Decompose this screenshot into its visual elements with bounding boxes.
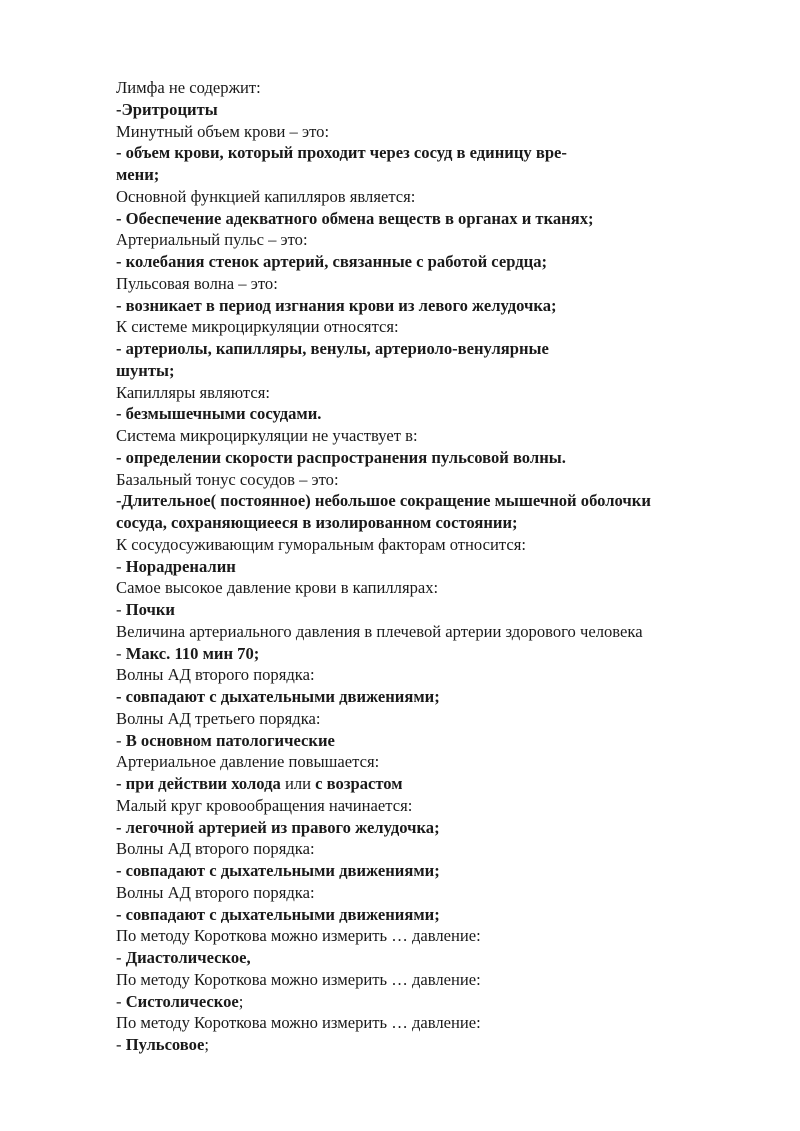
answer-19 [116,947,756,969]
question-21: По методу Короткова можно измерить … давление: [116,1013,481,1033]
answer-7: - безмышечными сосудами. [116,404,322,424]
answer-20-text: Систолическое [125,991,239,1011]
answer-10-prefix: - [116,556,126,576]
question-16: Малый круг кровообращения начинается: [116,795,413,815]
answer-21 [116,1034,756,1056]
answer-11 [116,599,756,621]
answer-8: - определении скорости распространения пульсовой волны. [116,447,566,467]
answer-15-part-2: с возрастом [315,774,403,793]
answer-9-line-2: сосуда, сохраняющиееся в изолированном состоянии; [116,513,518,532]
document-page [116,77,756,1056]
answer-10-text: Норадреналин [125,556,236,576]
answer-21-suffix: ; [204,1035,209,1054]
answer-10 [116,556,756,578]
question-1: Лимфа не содержит: [116,78,261,97]
answer-19-text: Диастолическое, [125,948,251,967]
answer-15-connector: или [280,774,316,793]
question-12: Величина артериального давления в плечевой артерии здорового человека [116,621,643,641]
question-6: К системе микроциркуляции относятся: [116,317,399,337]
answer-20-suffix: ; [238,991,244,1011]
question-8: Система микроциркуляции не участвует в: [116,426,418,445]
question-11: Самое высокое давление крови в капиллярах: [116,578,439,598]
answer-12-prefix: - [116,643,126,663]
answer-12-text: Макс. 110 мин 70; [125,643,260,663]
answer-21-prefix: - [116,1035,126,1054]
question-17: Волны АД второго порядка: [116,839,315,859]
answer-2-line-1: - объем крови, который проходит через сосуд в единицу вре- [116,143,567,163]
answer-16: - легочной артерией из правого желудочка; [116,817,440,837]
answer-2-line-2: мени; [116,165,160,184]
answer-20-prefix: - [116,991,126,1011]
answer-9-line-1: -Длительное( постоянное) небольшое сокращение мышечной оболочки [116,491,651,511]
answer-14-prefix: - [116,730,126,750]
answer-21-text: Пульсовое [125,1035,205,1054]
question-4: Артериальный пульс – это: [116,230,308,250]
answer-11-text: Почки [125,600,175,619]
question-9: Базальный тонус сосудов – это: [116,469,339,489]
answer-14 [116,730,756,752]
question-15: Артериальное давление повышается: [116,752,380,772]
answer-4: - колебания стенок артерий, связанные с работой сердца; [116,252,548,271]
question-19: По методу Короткова можно измерить … давление: [116,926,481,946]
question-13: Волны АД второго порядка: [116,665,315,685]
question-5: Пульсовая волна – это: [116,273,278,293]
answer-15-part-1: - при действии холода [116,774,281,793]
answer-19-prefix: - [116,948,126,967]
answer-5: - возникает в период изгнания крови из левого желудочка; [116,295,557,315]
answer-20 [116,991,756,1013]
question-3: Основной функцией капилляров является: [116,186,416,206]
answer-18: - совпадают с дыхательными движениями; [116,904,440,924]
question-7: Капилляры являются: [116,382,270,402]
question-18: Волны АД второго порядка: [116,882,315,902]
answer-1: -Эритроциты [116,99,218,119]
question-2: Минутный объем крови – это: [116,121,330,141]
answer-12 [116,643,756,665]
answer-17: - совпадают с дыхательными движениями; [116,861,440,880]
question-14: Волны АД третьего порядка: [116,708,321,728]
question-20: По методу Короткова можно измерить … давление: [116,969,481,989]
answer-3: - Обеспечение адекватного обмена веществ в органах и тканях; [116,208,594,228]
answer-15 [116,773,756,795]
answer-11-prefix: - [116,600,126,619]
answer-6-line-2: шунты; [116,360,175,380]
answer-6-line-1: - артериолы, капилляры, венулы, артериоло-венулярные [116,339,549,358]
question-10: К сосудосуживающим гуморальным факторам относится: [116,534,526,554]
answer-13: - совпадают с дыхательными движениями; [116,687,440,706]
answer-14-text: В основном патологические [125,730,335,750]
